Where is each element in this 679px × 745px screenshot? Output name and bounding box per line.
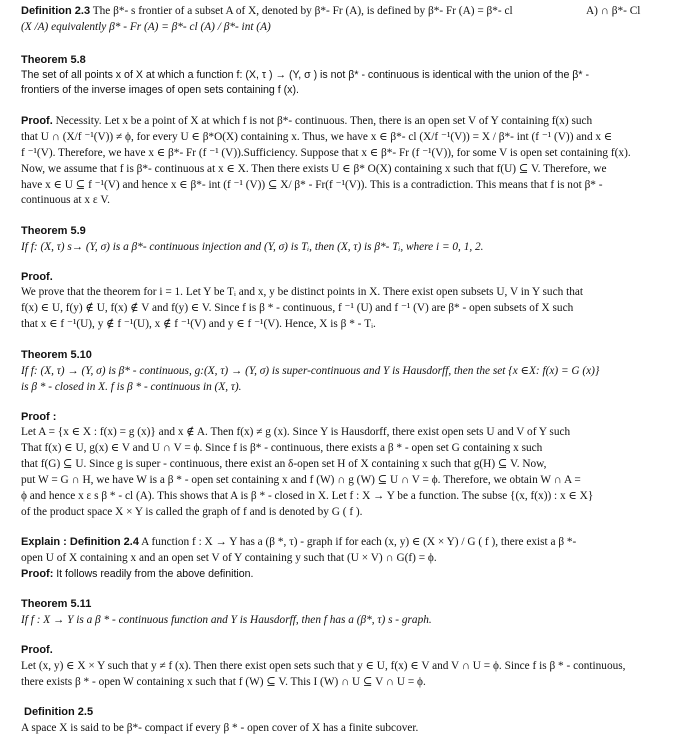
proof-5-10-line-5: ϕ and hence x ε s β * - cl (A). This shows that A is β * - closed in X. Let f : X → Y be a function. The subse {(x, f(x)) : x ∈ X} [21, 490, 594, 502]
proof-5-8-line-5: have x ∈ U ⊆ f ⁻¹(V) and hence x ∈ β*- int (f ⁻¹ (V)) ⊆ X/ β* - Fr(f ⁻¹(V)). This is a contradiction. This means that f is not β* - [21, 179, 603, 191]
definition-text: The β*- s frontier of a subset A of X, denoted by β*- Fr (A), is defined by β*- Fr (A) = β*- cl [92, 5, 513, 17]
theorem-5-11-label: Theorem 5.11 [21, 598, 92, 610]
proof-5-8-line-2: that U ∩ (X/f ⁻¹(V)) ≠ ϕ, for every U ∈ β*O(X) containing x. Thus, we have x ∈ β*- cl (X/f ⁻¹(V)) = X / β*- int (f ⁻¹ (V)) and x ∈ [21, 131, 613, 143]
proof-text: Necessity. Let x be a point of X at which f is not β*- continuous. Then, there is an open set V of Y containing f(x) such [55, 115, 593, 127]
theorem-5-8-label: Theorem 5.8 [21, 54, 86, 66]
theorem-5-8-line-1: The set of all points x of X at which a function f: (X, τ ) → (Y, σ ) is not β* - continuous is identical with the union of the β* - [21, 69, 589, 81]
proof-5-8-line-3: f ⁻¹(V). Therefore, we have x ∈ β*- Fr (f ⁻¹ (V)).Sufficiency. Suppose that x ∈ β*- Fr (f ⁻¹(V)), for some V is open set containing f(x). [21, 147, 631, 159]
proof-5-10-line-4: put W = G ∩ H, we have W is a β * - open set containing x and f (W) ∩ g (W) ⊆ U ∩ V = ϕ. Therefore, we obtain W ∩ A = [21, 474, 581, 486]
proof-5-10-label: Proof : [21, 411, 57, 423]
definition-label: Definition 2.3 [21, 5, 91, 17]
definition-2-4-proof [21, 567, 253, 582]
proof-5-8-line-1 [21, 114, 592, 129]
proof-5-8-line-4: Now, we assume that f is β*- continuous at x ∈ X. Then there exists U ∈ β* O(X) containing x such that f(U) ⊆ V. Therefore, we [21, 163, 607, 175]
proof-5-11-line-2: there exists β * - open W containing x such that f (W) ⊆ V. This I (W) ∩ U ⊆ V ∩ U = ϕ. [21, 676, 426, 688]
theorem-5-10-line-1: If f: (X, τ) → (Y, σ) is β* - continuous, g:(X, τ) → (Y, σ) is super-continuous and Y is Hausdorff, then the set {x ∈X: f(x) = G (x)} [21, 365, 600, 377]
definition-text: A function f : X → Y has a (β *, τ) - graph if for each (x, y) ∈ (X × Y) / G ( f ), there exist a β *- [141, 536, 577, 548]
proof-5-11-line-1: Let (x, y) ∈ X × Y such that y ≠ f (x). Then there exist open sets such that y ∈ U, f(x) ∈ V and V ∩ U = ϕ. Since f is β * - continuous, [21, 660, 626, 672]
theorem-5-9-line-1: If f: (X, τ) s→ (Y, σ) is a β*- continuous injection and (Y, σ) is Tᵢ, then (X, τ) is β*- Tᵢ, where i = 0, 1, 2. [21, 241, 484, 253]
theorem-5-10-line-2: is β * - closed in X. f is β * - continuous in (X, τ). [21, 381, 242, 393]
proof-5-9-line-2: f(x) ∈ U, f(y) ∉ U, f(x) ∉ V and f(y) ∈ V. Since f is β * - continuous, f ⁻¹ (U) and f ⁻¹ (V) are β* - open subsets of X such [21, 302, 574, 314]
proof-label: Proof: [21, 568, 54, 580]
definition-2-5-label: Definition 2.5 [24, 706, 94, 718]
definition-2-4-line-2: open U of X containing x and an open set V of Y containing y such that (U × V) ∩ G(f) = ϕ. [21, 552, 437, 564]
definition-2-4-line-1 [21, 535, 576, 550]
proof-5-10-line-2: That f(x) ∈ U, g(x) ∈ V and U ∩ V = ϕ. Since f is β* - continuous, there exists a β * - open set G containing x such [21, 442, 543, 454]
theorem-5-8-line-2: frontiers of the inverse images of open sets containing f (x). [21, 84, 299, 96]
proof-5-10-line-6: of the product space X × Y is called the graph of f and is denoted by G ( f ). [21, 506, 363, 518]
proof-5-9-line-1: We prove that the theorem for i = 1. Let Y be Tᵢ and x, y be distinct points in X. There exist open subsets U, V in Y such that [21, 286, 584, 298]
definition-2-3-line-2: (X /A) equivalently β* - Fr (A) = β*- cl (A) / β*- int (A) [21, 21, 271, 33]
proof-5-9-label: Proof. [21, 271, 53, 283]
theorem-5-10-label: Theorem 5.10 [21, 349, 92, 361]
proof-5-11-label: Proof. [21, 644, 53, 656]
theorem-5-11-line-1: If f : X → Y is a β * - continuous function and Y is Hausdorff, then f has a (β*, τ) s - graph. [21, 614, 432, 626]
proof-5-8-line-6: continuous at x ε V. [21, 194, 110, 206]
definition-2-3-line-1-right: A) ∩ β*- Cl [586, 5, 641, 17]
theorem-5-9-label: Theorem 5.9 [21, 225, 86, 237]
proof-5-9-line-3: that x ∈ f ⁻¹(U), y ∉ f ⁻¹(U), x ∉ f ⁻¹(V) and y ∈ f ⁻¹(V). Hence, X is β * - Tᵢ. [21, 318, 376, 330]
proof-5-10-line-3: that f(G) ⊆ U. Since g is super - continuous, there exist an δ-open set H of X containing x such that g(H) ⊆ V. Now, [21, 458, 547, 470]
proof-5-10-line-1: Let A = {x ∈ X : f(x) = g (x)} and x ∉ A. Then f(x) ≠ g (x). Since Y is Hausdorff, there exist open sets U and V of Y such [21, 426, 571, 438]
definition-label: Explain : Definition 2.4 [21, 536, 139, 548]
proof-text: It follows readily from the above definition. [56, 568, 254, 580]
proof-label: Proof. [21, 115, 53, 127]
definition-2-3-line-1 [21, 4, 513, 19]
definition-2-5-line-1: A space X is said to be β*- compact if every β * - open cover of X has a finite subcover. [21, 722, 419, 734]
